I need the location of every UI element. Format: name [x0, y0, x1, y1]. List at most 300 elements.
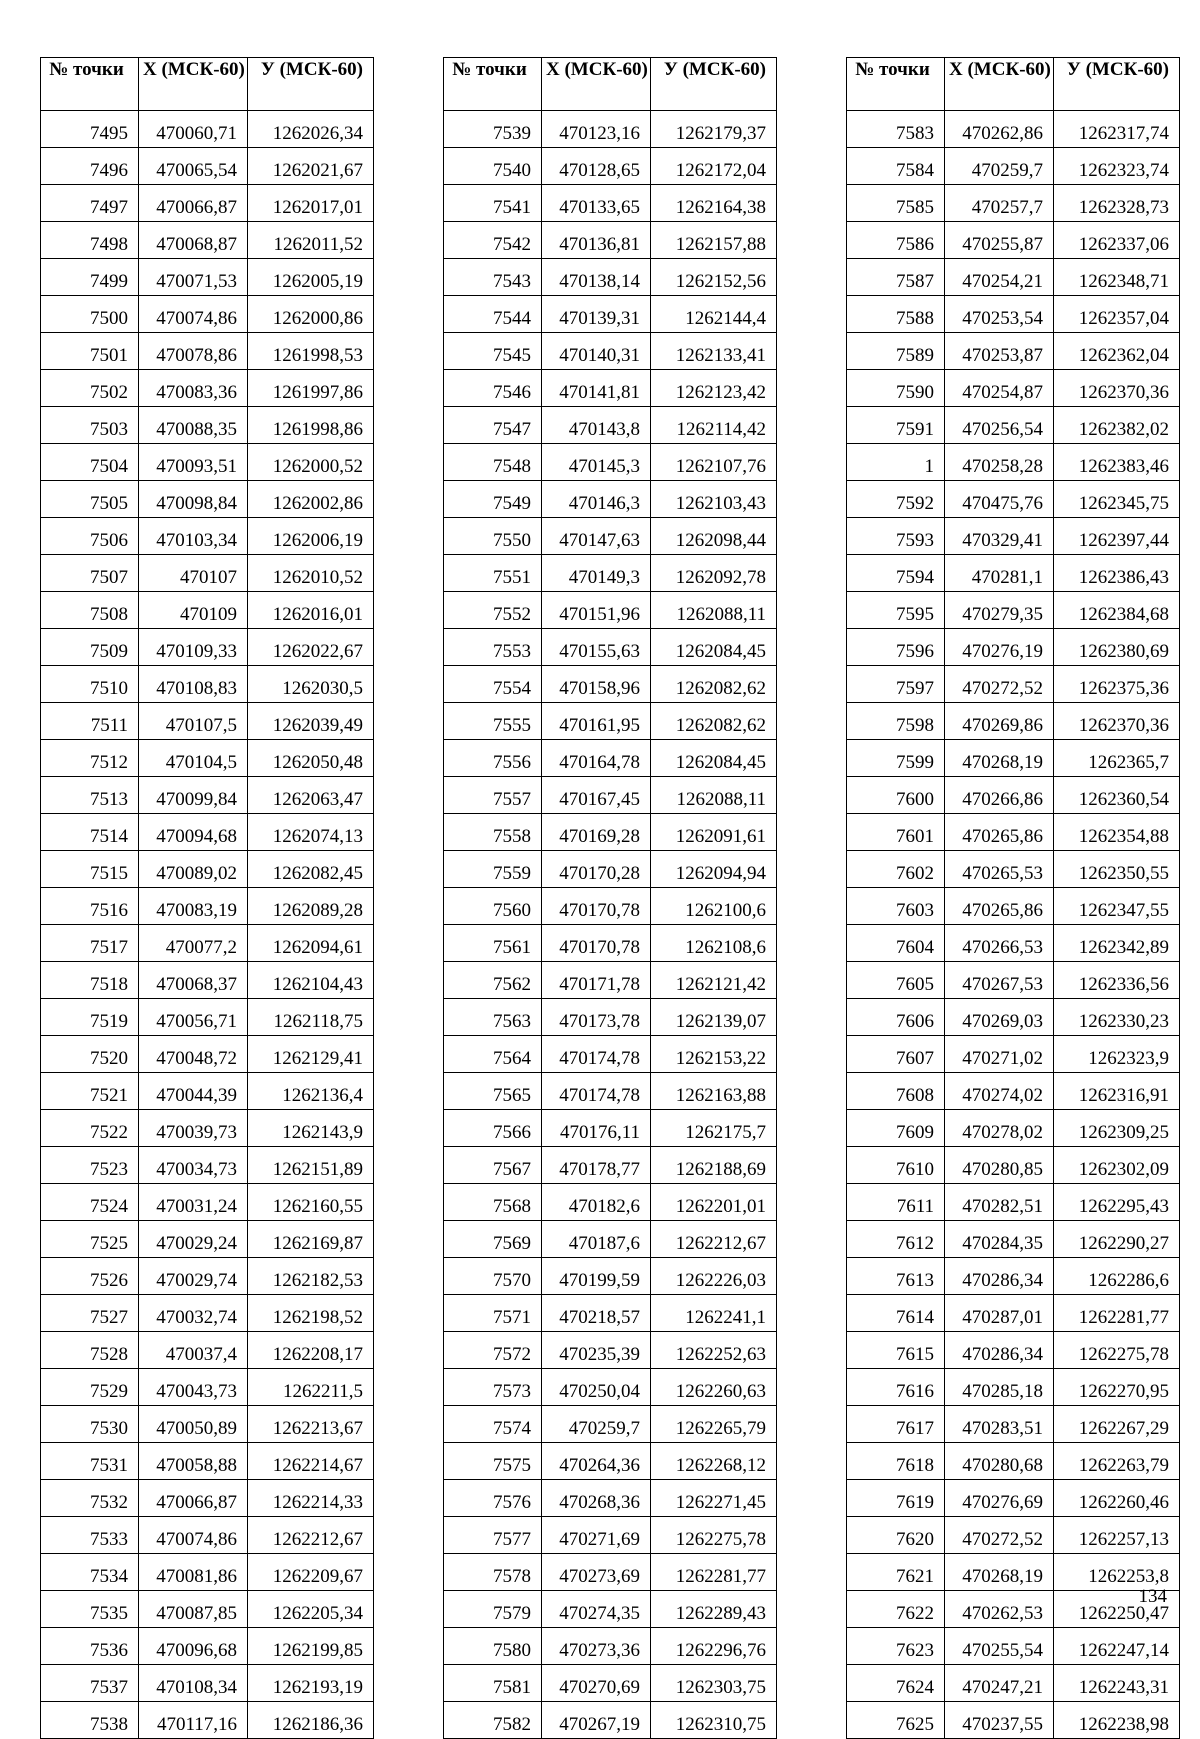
table-row — [847, 1443, 1180, 1480]
x-coordinate-cell: 470255,87 — [945, 222, 1054, 259]
table-row — [847, 481, 1180, 518]
x-coordinate-cell: 470264,36 — [542, 1443, 651, 1480]
y-coordinate-cell: 1262104,43 — [248, 962, 374, 999]
point-number-cell: 7532 — [41, 1480, 139, 1517]
y-coordinate-cell: 1262201,01 — [651, 1184, 777, 1221]
table-row — [444, 518, 777, 555]
table-row — [847, 1184, 1180, 1221]
y-coordinate-cell: 1262108,6 — [651, 925, 777, 962]
table-row — [847, 703, 1180, 740]
x-coordinate-cell: 470269,03 — [945, 999, 1054, 1036]
y-coordinate-cell: 1262252,63 — [651, 1332, 777, 1369]
y-coordinate-cell: 1262091,61 — [651, 814, 777, 851]
table-row — [444, 444, 777, 481]
x-coordinate-cell: 470139,31 — [542, 296, 651, 333]
point-number-cell: 7530 — [41, 1406, 139, 1443]
x-coordinate-cell: 470265,86 — [945, 814, 1054, 851]
x-coordinate-cell: 470037,4 — [139, 1332, 248, 1369]
point-number-cell: 7604 — [847, 925, 945, 962]
table-row — [41, 1073, 374, 1110]
y-coordinate-cell: 1262260,63 — [651, 1369, 777, 1406]
table-row — [444, 1184, 777, 1221]
x-coordinate-cell: 470262,53 — [945, 1591, 1054, 1628]
x-coordinate-cell: 470274,35 — [542, 1591, 651, 1628]
y-coordinate-cell: 1262121,42 — [651, 962, 777, 999]
y-coordinate-cell: 1262380,69 — [1054, 629, 1180, 666]
table-row — [847, 296, 1180, 333]
x-coordinate-cell: 470031,24 — [139, 1184, 248, 1221]
table-row — [41, 481, 374, 518]
point-number-cell: 7621 — [847, 1554, 945, 1591]
x-coordinate-cell: 470060,71 — [139, 111, 248, 148]
x-coordinate-cell: 470265,86 — [945, 888, 1054, 925]
table-row — [41, 592, 374, 629]
table-row — [444, 222, 777, 259]
y-coordinate-cell: 1262323,9 — [1054, 1036, 1180, 1073]
y-coordinate-cell: 1262302,09 — [1054, 1147, 1180, 1184]
x-coordinate-cell: 470169,28 — [542, 814, 651, 851]
table-row — [41, 1369, 374, 1406]
point-number-cell: 7528 — [41, 1332, 139, 1369]
table-row — [847, 333, 1180, 370]
point-number-cell: 7508 — [41, 592, 139, 629]
point-number-cell: 7578 — [444, 1554, 542, 1591]
point-number-cell: 7624 — [847, 1665, 945, 1702]
header-point-number: № точки — [444, 58, 542, 111]
table-row — [444, 296, 777, 333]
point-number-cell: 7551 — [444, 555, 542, 592]
point-number-cell: 7535 — [41, 1591, 139, 1628]
table-row — [847, 1110, 1180, 1147]
point-number-cell: 7611 — [847, 1184, 945, 1221]
y-coordinate-cell: 1262103,43 — [651, 481, 777, 518]
x-coordinate-cell: 470268,36 — [542, 1480, 651, 1517]
x-coordinate-cell: 470258,28 — [945, 444, 1054, 481]
table-row — [41, 111, 374, 148]
table-row — [41, 1184, 374, 1221]
x-coordinate-cell: 470174,78 — [542, 1073, 651, 1110]
table-row — [847, 148, 1180, 185]
point-number-cell: 7533 — [41, 1517, 139, 1554]
x-coordinate-cell: 470254,21 — [945, 259, 1054, 296]
y-coordinate-cell: 1262238,98 — [1054, 1702, 1180, 1739]
x-coordinate-cell: 470276,19 — [945, 629, 1054, 666]
y-coordinate-cell: 1262384,68 — [1054, 592, 1180, 629]
point-number-cell: 7615 — [847, 1332, 945, 1369]
x-coordinate-cell: 470280,85 — [945, 1147, 1054, 1184]
x-coordinate-cell: 470285,18 — [945, 1369, 1054, 1406]
table-row — [444, 851, 777, 888]
y-coordinate-cell: 1262397,44 — [1054, 518, 1180, 555]
table-row — [444, 1702, 777, 1739]
point-number-cell: 7529 — [41, 1369, 139, 1406]
point-number-cell: 7572 — [444, 1332, 542, 1369]
y-coordinate-cell: 1262011,52 — [248, 222, 374, 259]
table-row — [847, 1406, 1180, 1443]
point-number-cell: 7574 — [444, 1406, 542, 1443]
table-row — [847, 1221, 1180, 1258]
y-coordinate-cell: 1262347,55 — [1054, 888, 1180, 925]
y-coordinate-cell: 1262107,76 — [651, 444, 777, 481]
point-number-cell: 7515 — [41, 851, 139, 888]
point-number-cell: 7513 — [41, 777, 139, 814]
x-coordinate-cell: 470178,77 — [542, 1147, 651, 1184]
table-row — [444, 1036, 777, 1073]
x-coordinate-cell: 470267,19 — [542, 1702, 651, 1739]
y-coordinate-cell: 1262386,43 — [1054, 555, 1180, 592]
y-coordinate-cell: 1262000,52 — [248, 444, 374, 481]
point-number-cell: 7583 — [847, 111, 945, 148]
table-row — [41, 1702, 374, 1739]
y-coordinate-cell: 1262186,36 — [248, 1702, 374, 1739]
table-row — [444, 1628, 777, 1665]
point-number-cell: 7552 — [444, 592, 542, 629]
table-header-row — [444, 58, 777, 111]
table-row — [41, 888, 374, 925]
header-x-coordinate: X (МСК-60) — [945, 58, 1054, 111]
table-row — [847, 1332, 1180, 1369]
point-number-cell: 7544 — [444, 296, 542, 333]
point-number-cell: 7516 — [41, 888, 139, 925]
header-x-coordinate: X (МСК-60) — [139, 58, 248, 111]
table-row — [847, 1369, 1180, 1406]
table-row — [41, 1258, 374, 1295]
table-row — [41, 518, 374, 555]
x-coordinate-cell: 470286,34 — [945, 1258, 1054, 1295]
y-coordinate-cell: 1262365,7 — [1054, 740, 1180, 777]
x-coordinate-cell: 470098,84 — [139, 481, 248, 518]
table-row — [41, 1665, 374, 1702]
y-coordinate-cell: 1262136,4 — [248, 1073, 374, 1110]
y-coordinate-cell: 1262247,14 — [1054, 1628, 1180, 1665]
table-row — [847, 1147, 1180, 1184]
point-number-cell: 7605 — [847, 962, 945, 999]
x-coordinate-cell: 470218,57 — [542, 1295, 651, 1332]
point-number-cell: 7527 — [41, 1295, 139, 1332]
y-coordinate-cell: 1262243,31 — [1054, 1665, 1180, 1702]
header-y-coordinate: У (МСК-60) — [651, 58, 777, 111]
table-row — [41, 925, 374, 962]
table-row — [41, 1443, 374, 1480]
x-coordinate-cell: 470083,19 — [139, 888, 248, 925]
x-coordinate-cell: 470107,5 — [139, 703, 248, 740]
y-coordinate-cell: 1262226,03 — [651, 1258, 777, 1295]
x-coordinate-cell: 470109,33 — [139, 629, 248, 666]
table-row — [41, 629, 374, 666]
y-coordinate-cell: 1262098,44 — [651, 518, 777, 555]
table-row — [444, 1369, 777, 1406]
y-coordinate-cell: 1262330,23 — [1054, 999, 1180, 1036]
point-number-cell: 7523 — [41, 1147, 139, 1184]
point-number-cell: 7564 — [444, 1036, 542, 1073]
y-coordinate-cell: 1262163,88 — [651, 1073, 777, 1110]
x-coordinate-cell: 470266,53 — [945, 925, 1054, 962]
y-coordinate-cell: 1262214,33 — [248, 1480, 374, 1517]
table-row — [444, 1073, 777, 1110]
table-row — [847, 999, 1180, 1036]
point-number-cell: 7543 — [444, 259, 542, 296]
x-coordinate-cell: 470253,54 — [945, 296, 1054, 333]
y-coordinate-cell: 1262088,11 — [651, 592, 777, 629]
table-row — [847, 1702, 1180, 1739]
table-row — [41, 1147, 374, 1184]
table-row — [444, 925, 777, 962]
table-row — [847, 777, 1180, 814]
table-row — [444, 1110, 777, 1147]
point-number-cell: 7540 — [444, 148, 542, 185]
point-number-cell: 7496 — [41, 148, 139, 185]
y-coordinate-cell: 1262082,62 — [651, 666, 777, 703]
table-row — [41, 1036, 374, 1073]
x-coordinate-cell: 470266,86 — [945, 777, 1054, 814]
point-number-cell: 7596 — [847, 629, 945, 666]
table-row — [41, 1110, 374, 1147]
y-coordinate-cell: 1262114,42 — [651, 407, 777, 444]
table-row — [444, 666, 777, 703]
table-row — [847, 370, 1180, 407]
table-row — [444, 370, 777, 407]
table-row — [847, 1665, 1180, 1702]
table-row — [41, 703, 374, 740]
y-coordinate-cell: 1262212,67 — [248, 1517, 374, 1554]
x-coordinate-cell: 470081,86 — [139, 1554, 248, 1591]
point-number-cell: 7601 — [847, 814, 945, 851]
y-coordinate-cell: 1262088,11 — [651, 777, 777, 814]
x-coordinate-cell: 470074,86 — [139, 1517, 248, 1554]
table-row — [444, 888, 777, 925]
y-coordinate-cell: 1262342,89 — [1054, 925, 1180, 962]
x-coordinate-cell: 470103,34 — [139, 518, 248, 555]
x-coordinate-cell: 470281,1 — [945, 555, 1054, 592]
point-number-cell: 7586 — [847, 222, 945, 259]
x-coordinate-cell: 470276,69 — [945, 1480, 1054, 1517]
y-coordinate-cell: 1262169,87 — [248, 1221, 374, 1258]
table-row — [847, 222, 1180, 259]
y-coordinate-cell: 1262370,36 — [1054, 370, 1180, 407]
x-coordinate-cell: 470272,52 — [945, 1517, 1054, 1554]
y-coordinate-cell: 1262016,01 — [248, 592, 374, 629]
table-row — [41, 1517, 374, 1554]
table-row — [444, 1517, 777, 1554]
y-coordinate-cell: 1262139,07 — [651, 999, 777, 1036]
x-coordinate-cell: 470029,74 — [139, 1258, 248, 1295]
point-number-cell: 7553 — [444, 629, 542, 666]
point-number-cell: 7560 — [444, 888, 542, 925]
point-number-cell: 7573 — [444, 1369, 542, 1406]
y-coordinate-cell: 1262198,52 — [248, 1295, 374, 1332]
x-coordinate-cell: 470265,53 — [945, 851, 1054, 888]
y-coordinate-cell: 1262337,06 — [1054, 222, 1180, 259]
x-coordinate-cell: 470043,73 — [139, 1369, 248, 1406]
table-row — [41, 1554, 374, 1591]
table-row — [444, 1221, 777, 1258]
x-coordinate-cell: 470078,86 — [139, 333, 248, 370]
table-row — [847, 1295, 1180, 1332]
y-coordinate-cell: 1262123,42 — [651, 370, 777, 407]
y-coordinate-cell: 1262370,36 — [1054, 703, 1180, 740]
point-number-cell: 7610 — [847, 1147, 945, 1184]
y-coordinate-cell: 1262289,43 — [651, 1591, 777, 1628]
header-y-coordinate: У (МСК-60) — [1054, 58, 1180, 111]
point-number-cell: 7567 — [444, 1147, 542, 1184]
y-coordinate-cell: 1262151,89 — [248, 1147, 374, 1184]
x-coordinate-cell: 470039,73 — [139, 1110, 248, 1147]
table-row — [847, 925, 1180, 962]
point-number-cell: 7597 — [847, 666, 945, 703]
y-coordinate-cell: 1262317,74 — [1054, 111, 1180, 148]
x-coordinate-cell: 470170,78 — [542, 925, 651, 962]
table-row — [847, 1628, 1180, 1665]
y-coordinate-cell: 1262205,34 — [248, 1591, 374, 1628]
x-coordinate-cell: 470146,3 — [542, 481, 651, 518]
y-coordinate-cell: 1262275,78 — [651, 1517, 777, 1554]
table-row — [41, 222, 374, 259]
table-row — [847, 666, 1180, 703]
x-coordinate-cell: 470253,87 — [945, 333, 1054, 370]
x-coordinate-cell: 470259,7 — [542, 1406, 651, 1443]
point-number-cell: 1 — [847, 444, 945, 481]
y-coordinate-cell: 1262211,5 — [248, 1369, 374, 1406]
y-coordinate-cell: 1262022,67 — [248, 629, 374, 666]
x-coordinate-cell: 470170,78 — [542, 888, 651, 925]
x-coordinate-cell: 470273,69 — [542, 1554, 651, 1591]
point-number-cell: 7499 — [41, 259, 139, 296]
point-number-cell: 7580 — [444, 1628, 542, 1665]
point-number-cell: 7622 — [847, 1591, 945, 1628]
table-row — [41, 296, 374, 333]
table-row — [847, 111, 1180, 148]
y-coordinate-cell: 1262164,38 — [651, 185, 777, 222]
table-row — [444, 814, 777, 851]
x-coordinate-cell: 470278,02 — [945, 1110, 1054, 1147]
y-coordinate-cell: 1262267,29 — [1054, 1406, 1180, 1443]
x-coordinate-cell: 470138,14 — [542, 259, 651, 296]
point-number-cell: 7521 — [41, 1073, 139, 1110]
x-coordinate-cell: 470093,51 — [139, 444, 248, 481]
point-number-cell: 7520 — [41, 1036, 139, 1073]
point-number-cell: 7541 — [444, 185, 542, 222]
point-number-cell: 7514 — [41, 814, 139, 851]
x-coordinate-cell: 470155,63 — [542, 629, 651, 666]
point-number-cell: 7500 — [41, 296, 139, 333]
point-number-cell: 7511 — [41, 703, 139, 740]
x-coordinate-cell: 470151,96 — [542, 592, 651, 629]
y-coordinate-cell: 1262357,04 — [1054, 296, 1180, 333]
table-row — [444, 259, 777, 296]
x-coordinate-cell: 470235,39 — [542, 1332, 651, 1369]
point-number-cell: 7510 — [41, 666, 139, 703]
point-number-cell: 7614 — [847, 1295, 945, 1332]
y-coordinate-cell: 1262241,1 — [651, 1295, 777, 1332]
x-coordinate-cell: 470107 — [139, 555, 248, 592]
y-coordinate-cell: 1262310,75 — [651, 1702, 777, 1739]
page-number: 134 — [1138, 1586, 1167, 1607]
y-coordinate-cell: 1262030,5 — [248, 666, 374, 703]
x-coordinate-cell: 470087,85 — [139, 1591, 248, 1628]
x-coordinate-cell: 470109 — [139, 592, 248, 629]
table-row — [444, 481, 777, 518]
table-row — [41, 555, 374, 592]
table-row — [444, 703, 777, 740]
table-row — [41, 814, 374, 851]
point-number-cell: 7579 — [444, 1591, 542, 1628]
point-number-cell: 7562 — [444, 962, 542, 999]
table-row — [41, 1295, 374, 1332]
x-coordinate-cell: 470254,87 — [945, 370, 1054, 407]
table-row — [444, 1480, 777, 1517]
x-coordinate-cell: 470199,59 — [542, 1258, 651, 1295]
x-coordinate-cell: 470475,76 — [945, 481, 1054, 518]
x-coordinate-cell: 470149,3 — [542, 555, 651, 592]
point-number-cell: 7518 — [41, 962, 139, 999]
x-coordinate-cell: 470237,55 — [945, 1702, 1054, 1739]
point-number-cell: 7550 — [444, 518, 542, 555]
point-number-cell: 7495 — [41, 111, 139, 148]
y-coordinate-cell: 1262039,49 — [248, 703, 374, 740]
table-row — [847, 592, 1180, 629]
y-coordinate-cell: 1262212,67 — [651, 1221, 777, 1258]
y-coordinate-cell: 1262303,75 — [651, 1665, 777, 1702]
y-coordinate-cell: 1262160,55 — [248, 1184, 374, 1221]
x-coordinate-cell: 470269,86 — [945, 703, 1054, 740]
table-row — [41, 444, 374, 481]
y-coordinate-cell: 1262129,41 — [248, 1036, 374, 1073]
point-number-cell: 7547 — [444, 407, 542, 444]
x-coordinate-cell: 470176,11 — [542, 1110, 651, 1147]
y-coordinate-cell: 1262296,76 — [651, 1628, 777, 1665]
y-coordinate-cell: 1262348,71 — [1054, 259, 1180, 296]
point-number-cell: 7548 — [444, 444, 542, 481]
point-number-cell: 7570 — [444, 1258, 542, 1295]
y-coordinate-cell: 1262213,67 — [248, 1406, 374, 1443]
table-row — [847, 851, 1180, 888]
y-coordinate-cell: 1262250,47 — [1054, 1591, 1180, 1628]
table-row — [444, 1591, 777, 1628]
table-row — [847, 962, 1180, 999]
table-row — [847, 1591, 1180, 1628]
table-row — [41, 1406, 374, 1443]
x-coordinate-cell: 470066,87 — [139, 1480, 248, 1517]
y-coordinate-cell: 1262179,37 — [651, 111, 777, 148]
y-coordinate-cell: 1262182,53 — [248, 1258, 374, 1295]
point-number-cell: 7618 — [847, 1443, 945, 1480]
y-coordinate-cell: 1262175,7 — [651, 1110, 777, 1147]
point-number-cell: 7538 — [41, 1702, 139, 1739]
point-number-cell: 7503 — [41, 407, 139, 444]
x-coordinate-cell: 470032,74 — [139, 1295, 248, 1332]
point-number-cell: 7623 — [847, 1628, 945, 1665]
y-coordinate-cell: 1262017,01 — [248, 185, 374, 222]
x-coordinate-cell: 470287,01 — [945, 1295, 1054, 1332]
table-row — [41, 1628, 374, 1665]
point-number-cell: 7602 — [847, 851, 945, 888]
point-number-cell: 7599 — [847, 740, 945, 777]
header-point-number: № точки — [41, 58, 139, 111]
table-row — [41, 370, 374, 407]
point-number-cell: 7555 — [444, 703, 542, 740]
x-coordinate-cell: 470286,34 — [945, 1332, 1054, 1369]
point-number-cell: 7600 — [847, 777, 945, 814]
x-coordinate-cell: 470034,73 — [139, 1147, 248, 1184]
x-coordinate-cell: 470099,84 — [139, 777, 248, 814]
y-coordinate-cell: 1262084,45 — [651, 740, 777, 777]
x-coordinate-cell: 470273,36 — [542, 1628, 651, 1665]
y-coordinate-cell: 1262000,86 — [248, 296, 374, 333]
y-coordinate-cell: 1262271,45 — [651, 1480, 777, 1517]
table-row — [444, 1332, 777, 1369]
y-coordinate-cell: 1262375,36 — [1054, 666, 1180, 703]
x-coordinate-cell: 470284,35 — [945, 1221, 1054, 1258]
